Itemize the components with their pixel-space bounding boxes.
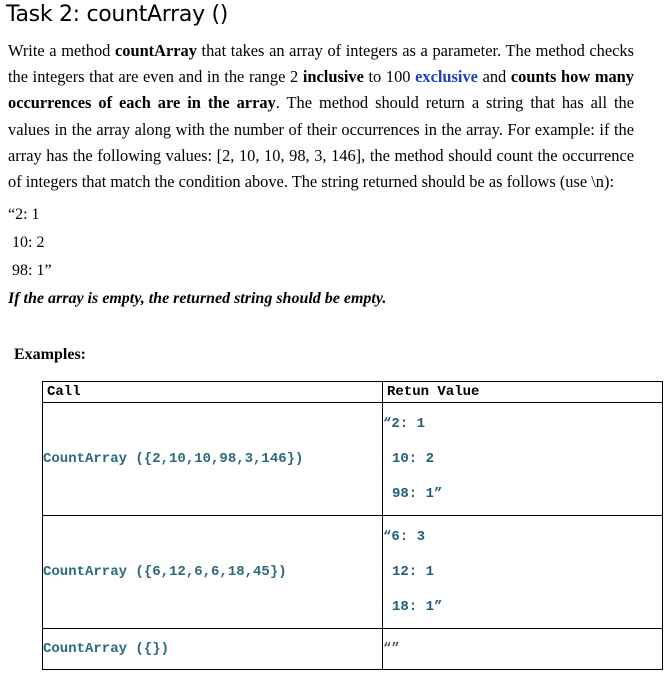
return-cell	[383, 516, 663, 629]
table-row	[43, 516, 663, 629]
return-line: “2: 1	[383, 415, 426, 432]
examples-heading: Examples:	[14, 346, 86, 363]
return-line: “”	[383, 640, 400, 657]
desc-exclusive: exclusive	[415, 67, 478, 87]
return-line: 98: 1”	[392, 485, 443, 502]
call-cell: CountArray ({2,10,10,98,3,146})	[43, 403, 383, 516]
call-cell: CountArray ({6,12,6,6,18,45})	[43, 516, 383, 629]
sample-line-2: 10: 2	[12, 234, 45, 251]
return-line: “6: 3	[383, 528, 426, 545]
return-line: 18: 1”	[392, 598, 443, 615]
return-cell	[383, 403, 663, 516]
sample-line-3: 98: 1”	[12, 262, 52, 279]
desc-method-name: countArray	[114, 41, 197, 60]
table-row	[43, 403, 663, 516]
desc-text-2: that takes an array of integers as a parameter. The method checks the integers that are even and in the range 2	[8, 41, 634, 87]
desc-text-3: to 100	[363, 67, 416, 87]
return-line: 10: 2	[392, 450, 435, 467]
desc-text-5: . The method should return a string that has all the values in the array along with the number of their occurrences in the array. For example: if the array has the following values: [2, 10, 10, 98, 3, 146], the method should count the occurrence of integers that match the condition above. The string returned should be as follows (use \n):	[8, 93, 635, 192]
desc-text-1: Write a method	[8, 41, 115, 60]
return-line: 12: 1	[392, 563, 435, 580]
header-return: Retun Value	[383, 382, 663, 403]
examples-table	[42, 381, 663, 670]
desc-counts: counts how many occurrences of each are in the array	[8, 67, 634, 113]
table-header-row	[43, 382, 663, 403]
sample-line-1: “2: 1	[8, 206, 40, 223]
task-title: Task 2: countArray ()	[6, 2, 229, 27]
header-call: Call	[43, 382, 383, 403]
call-cell: CountArray ({})	[43, 629, 383, 670]
empty-array-note: If the array is empty, the returned string should be empty.	[8, 290, 387, 307]
table-row	[43, 629, 663, 670]
task-description	[8, 38, 634, 195]
return-cell	[383, 629, 663, 670]
desc-text-4: and	[477, 67, 511, 87]
desc-inclusive: inclusive	[302, 67, 364, 87]
